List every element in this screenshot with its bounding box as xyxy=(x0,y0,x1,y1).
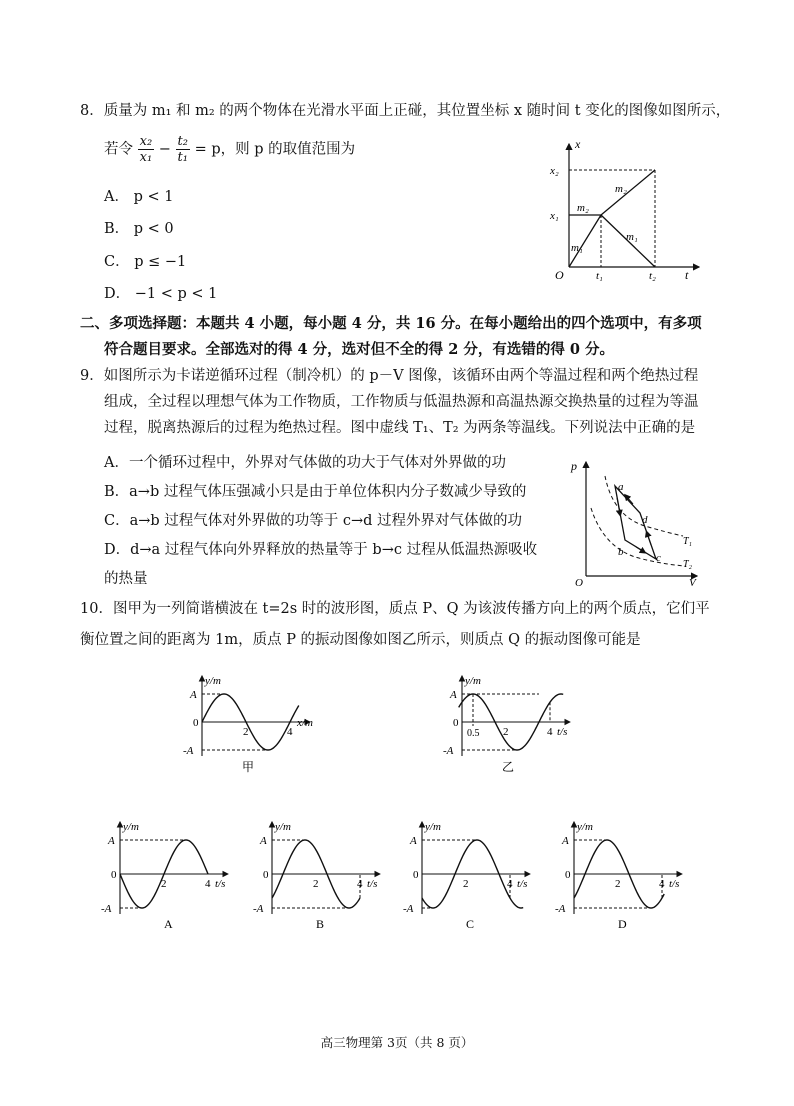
q8-option-b[interactable]: B． p < 0 xyxy=(104,221,174,237)
t4-tick-label: 4 xyxy=(659,878,665,890)
x1-label: x₁ xyxy=(550,210,559,222)
m1-label-after: m₁ xyxy=(626,231,638,243)
wave-graph-jia xyxy=(180,670,330,775)
a-label: a xyxy=(618,481,624,493)
t4-tick-label: 4 xyxy=(547,726,553,738)
neg-a-tick-label: -A xyxy=(101,903,112,915)
q9-pv-graph xyxy=(565,456,705,586)
zero-tick-label: 0 xyxy=(565,869,571,881)
zero-tick-label: 0 xyxy=(111,869,117,881)
ab-arrow xyxy=(617,498,620,514)
q9-line2: 组成，全过程以理想气体为工作物质，工作物质与低温热源和高温热源交换热量的过程为等温 xyxy=(104,394,699,410)
a-tick-label: A xyxy=(108,835,115,847)
t1-label: T₁ xyxy=(683,536,693,547)
zero-tick-label: 0 xyxy=(193,717,199,729)
t2-tick-label: 2 xyxy=(243,726,249,738)
a-tick-label: A xyxy=(450,689,457,701)
x-axis-label: t/s xyxy=(557,726,568,738)
t4-tick-label: 4 xyxy=(205,878,211,890)
x-axis-label: t/s xyxy=(669,878,680,890)
t2-tick-label: 2 xyxy=(503,726,509,738)
option-c-graph[interactable] xyxy=(400,812,550,932)
t2-label: t₂ xyxy=(649,270,656,282)
section2-line1: 二、多项选择题：本题共 4 小题，每小题 4 分，共 16 分。在每小题给出的四个选项中，有多项 xyxy=(80,315,702,332)
frac-t1: t₁ xyxy=(177,150,188,165)
x-axis-label: t/s xyxy=(367,878,378,890)
a-tick-label: A xyxy=(410,835,417,847)
y-axis-label: y/m xyxy=(123,821,139,833)
q8-option-d[interactable]: D． −1 < p < 1 xyxy=(104,286,218,302)
figure-caption: C xyxy=(466,917,475,931)
bc-arrow xyxy=(636,547,644,552)
origin-label: O xyxy=(555,268,564,282)
section2-line2: 符合题目要求。全部选对的得 4 分，选对但不全的得 2 分，有选错的得 0 分。 xyxy=(104,341,615,358)
q9-option-d[interactable]: D．d→a 过程气体向外界释放的热量等于 b→c 过程从低温热源吸收 xyxy=(104,542,538,558)
figure-caption: D xyxy=(618,917,627,931)
neg-a-tick-label: -A xyxy=(443,745,454,757)
q10-line2: 衡位置之间的距离为 1m，质点 P 的振动图像如图乙所示，则质点 Q 的振动图像可能是 xyxy=(80,632,641,648)
x-axis-label: x xyxy=(575,137,581,151)
figure-caption: 甲 xyxy=(242,760,255,774)
isotherm-t1 xyxy=(605,476,683,536)
t4-tick-label: 4 xyxy=(507,878,513,890)
zero-tick-label: 0 xyxy=(263,869,269,881)
isotherm-t2 xyxy=(591,508,685,566)
q9-option-c[interactable]: C．a→b 过程气体对外界做的功等于 c→d 过程外界对气体做的功 xyxy=(104,513,523,529)
a-tick-label: A xyxy=(190,689,197,701)
m2-after-line xyxy=(601,170,655,215)
t4-tick-label: 4 xyxy=(357,878,363,890)
q8-fraction-x xyxy=(138,134,155,165)
option-d-graph[interactable] xyxy=(552,812,702,932)
t4-tick-label: 4 xyxy=(287,726,293,738)
t2-tick-label: 2 xyxy=(615,878,621,890)
x-axis-label: t/s xyxy=(517,878,528,890)
neg-a-tick-label: -A xyxy=(403,903,414,915)
q8-minus: − xyxy=(158,141,171,158)
t2-tick-label: 2 xyxy=(313,878,319,890)
t-axis-label: t xyxy=(685,268,689,282)
q8-option-a[interactable]: A． p < 1 xyxy=(104,189,174,205)
q8-eq-rest: = p，则 p 的取值范围为 xyxy=(194,141,356,158)
neg-a-tick-label: -A xyxy=(183,745,194,757)
q9-option-b[interactable]: B．a→b 过程气体压强减小只是由于单位体积内分子数减少导致的 xyxy=(104,484,527,500)
v-label: V xyxy=(689,577,696,586)
x2-label: x₂ xyxy=(550,165,559,177)
option-a-graph[interactable] xyxy=(98,812,248,932)
q9-option-a[interactable]: A．一个循环过程中，外界对气体做的功大于气体对外界做的功 xyxy=(104,455,506,471)
frac-t2: t₂ xyxy=(177,134,188,149)
m2-label-after: m₂ xyxy=(615,183,627,195)
neg-a-tick-label: -A xyxy=(253,903,264,915)
t05-tick-label: 0.5 xyxy=(467,728,480,739)
vibration-graph-yi xyxy=(440,670,590,775)
q8-fraction-t xyxy=(176,134,190,165)
zero-tick-label: 0 xyxy=(413,869,419,881)
o-label: O xyxy=(575,577,583,586)
q8-lead: 若令 xyxy=(104,141,133,158)
y-axis-label: y/m xyxy=(205,675,221,687)
q8-stem: 8．质量为 m₁ 和 m₂ 的两个物体在光滑水平面上正碰，其位置坐标 x 随时间 t 变化的图像如图所示， xyxy=(80,103,731,119)
b-label: b xyxy=(618,546,624,558)
neg-a-tick-label: -A xyxy=(555,903,566,915)
option-b-graph[interactable] xyxy=(250,812,400,932)
q8-option-c[interactable]: C． p ≤ −1 xyxy=(104,254,187,270)
zero-tick-label: 0 xyxy=(453,717,459,729)
q8-condition xyxy=(104,134,355,165)
m2-label-rest: m₂ xyxy=(577,202,589,214)
da-arrow xyxy=(626,496,633,504)
y-axis-label: y/m xyxy=(465,675,481,687)
x-axis-label: x/m xyxy=(297,717,313,729)
y-axis-label: y/m xyxy=(577,821,593,833)
c-label: c xyxy=(656,552,661,564)
x-axis-label: t/s xyxy=(215,878,226,890)
m1-before-line xyxy=(569,215,601,267)
m1-label-before: m₁ xyxy=(571,242,583,254)
q8-xt-graph xyxy=(535,136,705,282)
q10-line1: 10．图甲为一列简谐横波在 t=2s 时的波形图，质点 P、Q 为该波传播方向上的两个质点，它们平 xyxy=(80,601,710,617)
q9-option-d-cont: 的热量 xyxy=(104,571,148,587)
y-axis-label: y/m xyxy=(275,821,291,833)
figure-caption: A xyxy=(164,917,173,931)
t1-label: t₁ xyxy=(596,270,603,282)
p-label: p xyxy=(571,459,577,473)
frac-x1: x₁ xyxy=(139,150,153,165)
a-tick-label: A xyxy=(260,835,267,847)
y-axis-label: y/m xyxy=(425,821,441,833)
t2-label: T₂ xyxy=(683,559,693,570)
t2-tick-label: 2 xyxy=(161,878,167,890)
page-footer: 高三物理第 3页（共 8 页） xyxy=(320,1035,474,1050)
q9-line1: 9．如图所示为卡诺逆循环过程（制冷机）的 p－V 图像，该循环由两个等温过程和两个绝热过程 xyxy=(80,368,699,384)
figure-caption: B xyxy=(316,917,325,931)
t2-tick-label: 2 xyxy=(463,878,469,890)
cd-arrow xyxy=(647,533,651,545)
a-tick-label: A xyxy=(562,835,569,847)
d-label: d xyxy=(642,514,648,526)
frac-x2: x₂ xyxy=(139,134,153,149)
q9-line3: 过程，脱离热源后的过程为绝热过程。图中虚线 T₁、T₂ 为两条等温线。下列说法中正确的是 xyxy=(104,420,696,436)
figure-caption: 乙 xyxy=(502,760,515,774)
